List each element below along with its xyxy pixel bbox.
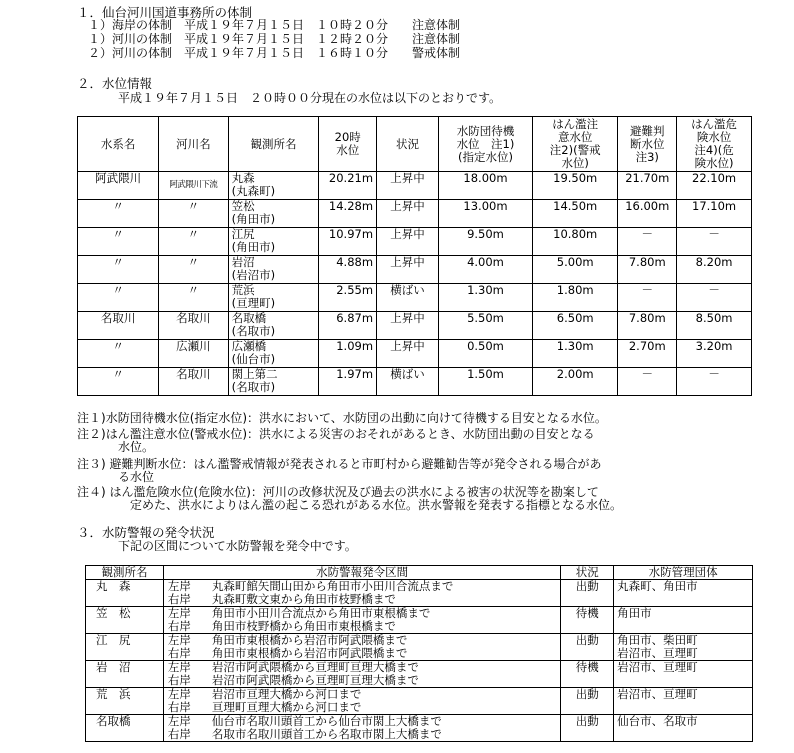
cell-evac: 21.70m xyxy=(618,172,677,200)
note-3-cont: る水位 xyxy=(118,470,155,484)
station-location: (名取市) xyxy=(231,324,276,338)
cell-caution: 10.80m xyxy=(532,228,617,256)
cell-level: 6.87m xyxy=(319,312,377,340)
section-text: 亘理町亘理大橋から河口まで xyxy=(211,700,362,714)
station-location: (名取市) xyxy=(231,380,276,394)
cell-status: 横ばい xyxy=(377,284,439,312)
cell-warning-station: 丸 森 xyxy=(86,580,164,607)
cell-standby: 4.00m xyxy=(438,256,532,284)
bank-label: 右岸 xyxy=(167,646,191,660)
section-text: 岩沼市阿武隈橋から亘理町亘理大橋まで xyxy=(211,660,419,674)
station-location: (仙台市) xyxy=(231,352,276,366)
cell-system: 〃 xyxy=(78,368,159,396)
cell-warning-org xyxy=(614,715,753,742)
cell-system: 阿武隈川 xyxy=(78,172,159,200)
header-level xyxy=(319,117,377,172)
bank-label: 左岸 xyxy=(167,633,191,647)
org-line: 仙台市、名取市 xyxy=(617,714,698,728)
cell-warning-section xyxy=(163,661,560,688)
note-label: 注３) xyxy=(77,457,106,471)
cell-caution: 5.00m xyxy=(532,256,617,284)
org-line: 岩沼市、亘理町 xyxy=(617,687,698,701)
note-label: 注１) xyxy=(77,411,106,425)
cell-warning-status: 出動 xyxy=(561,580,614,607)
cell-caution: 1.80m xyxy=(532,284,617,312)
section-text: 岩沼市亘理大橋から河口まで xyxy=(211,687,362,701)
cell-station xyxy=(228,200,319,228)
header-danger-line: 注4)(危 xyxy=(694,143,734,157)
header-standby-line: 水防団待機 xyxy=(456,123,515,138)
header-danger-line: 険水位 xyxy=(696,130,732,144)
cell-warning-org xyxy=(614,634,753,661)
header-warning-status: 状況 xyxy=(561,566,614,580)
cell-evac: 7.80m xyxy=(618,312,677,340)
cell-warning-section xyxy=(163,580,560,607)
cell-danger: 17.10m xyxy=(677,200,752,228)
cell-caution: 19.50m xyxy=(532,172,617,200)
warning-header-row xyxy=(86,566,753,580)
cell-danger: － xyxy=(677,284,752,312)
header-system: 水系名 xyxy=(78,117,159,172)
water-level-row xyxy=(78,200,752,228)
note-4-cont: 定めた、洪水によりはん濫の起こる恐れがある水位。洪水警報を発表する指標となる水位。 xyxy=(130,498,623,512)
cell-status: 上昇中 xyxy=(377,312,439,340)
cell-warning-section xyxy=(163,607,560,634)
warning-row xyxy=(86,661,753,688)
section-text: 丸森町敷文東から角田市枝野橋まで xyxy=(211,592,396,606)
cell-river: 〃 xyxy=(159,200,228,228)
cell-standby: 1.30m xyxy=(438,284,532,312)
cell-evac: － xyxy=(618,284,677,312)
station-location: (角田市) xyxy=(231,240,276,254)
header-level-line: 20時 xyxy=(334,130,361,144)
bank-label: 左岸 xyxy=(167,660,191,674)
cell-warning-status: 待機 xyxy=(561,607,614,634)
right-bank-line xyxy=(166,674,558,687)
cell-river: 〃 xyxy=(159,284,228,312)
bank-label: 左岸 xyxy=(167,579,191,593)
station-name: 丸森 xyxy=(231,171,255,185)
right-bank-line xyxy=(166,728,558,741)
station-name: 岩沼 xyxy=(231,255,255,269)
cell-status: 上昇中 xyxy=(377,256,439,284)
water-level-row xyxy=(78,340,752,368)
header-evac-line: 注3) xyxy=(635,149,659,164)
cell-evac: 16.00m xyxy=(618,200,677,228)
cell-level: 20.21m xyxy=(319,172,377,200)
note-3 xyxy=(77,458,602,472)
water-level-row xyxy=(78,256,752,284)
cell-warning-section xyxy=(163,715,560,742)
section-text: 角田市東根橋から岩沼市阿武隈橋まで xyxy=(211,646,408,660)
section1-title: １．仙台河川国道事務所の体制 xyxy=(77,5,253,20)
cell-evac: － xyxy=(618,228,677,256)
cell-station xyxy=(228,228,319,256)
cell-system: 〃 xyxy=(78,340,159,368)
warning-row xyxy=(86,580,753,607)
note-label: 注４) xyxy=(77,485,106,499)
cell-status: 上昇中 xyxy=(377,172,439,200)
header-danger-line: 険水位) xyxy=(694,156,734,170)
cell-warning-org xyxy=(614,688,753,715)
system-line-2: １）河川の体制 平成１９年７月１５日 １２時２０分 注意体制 xyxy=(88,32,461,46)
cell-danger: 8.20m xyxy=(677,256,752,284)
cell-station xyxy=(228,256,319,284)
cell-system: 〃 xyxy=(78,284,159,312)
header-river: 河川名 xyxy=(159,117,228,172)
section-text: 角田市東根橋から岩沼市阿武隈橋まで xyxy=(211,633,408,647)
cell-standby: 9.50m xyxy=(438,228,532,256)
cell-standby: 0.50m xyxy=(438,340,532,368)
cell-evac: 7.80m xyxy=(618,256,677,284)
water-level-table xyxy=(77,116,752,396)
cell-caution: 2.00m xyxy=(532,368,617,396)
header-evac-line: 断水位 xyxy=(630,136,665,151)
bank-label: 右岸 xyxy=(167,619,191,633)
section2-subtitle: 平成１９年７月１５日 ２０時００分現在の水位は以下のとおりです。 xyxy=(118,91,502,105)
cell-standby: 1.50m xyxy=(438,368,532,396)
note-text: 水防団待機水位(指定水位)：洪水において、水防団の出動に向けて待機する目安となる水位。 xyxy=(105,411,607,425)
right-bank-line xyxy=(166,647,558,660)
station-name: 閖上第二 xyxy=(231,367,278,381)
org-line: 岩沼市、亘理町 xyxy=(617,660,698,674)
note-label: 注２) xyxy=(77,427,106,441)
warning-row xyxy=(86,715,753,742)
cell-standby: 13.00m xyxy=(438,200,532,228)
cell-danger: － xyxy=(677,228,752,256)
system-line-1: １）海岸の体制 平成１９年７月１５日 １０時２０分 注意体制 xyxy=(88,18,461,32)
cell-danger: 8.50m xyxy=(677,312,752,340)
cell-warning-status: 待機 xyxy=(561,661,614,688)
right-bank-line xyxy=(166,701,558,714)
org-line: 丸森町、角田市 xyxy=(617,579,698,593)
org-line: 角田市、柴田町 xyxy=(617,633,698,647)
cell-station xyxy=(228,368,319,396)
header-station: 観測所名 xyxy=(228,117,319,172)
water-level-row xyxy=(78,228,752,256)
cell-warning-section xyxy=(163,688,560,715)
header-level-line: 水位 xyxy=(336,143,360,157)
cell-caution: 1.30m xyxy=(532,340,617,368)
header-caution xyxy=(532,117,617,172)
note-text: はん濫危険水位(危険水位)：河川の改修状況及び過去の洪水による被害の状況等を勘案して xyxy=(109,485,599,499)
cell-warning-station: 名取橋 xyxy=(86,715,164,742)
bank-label: 右岸 xyxy=(167,727,191,741)
cell-evac: － xyxy=(618,368,677,396)
header-standby-line: 水位 注1) xyxy=(456,136,515,151)
section3-title: ３．水防警報の発令状況 xyxy=(77,525,215,540)
cell-evac: 2.70m xyxy=(618,340,677,368)
cell-system: 〃 xyxy=(78,200,159,228)
bank-label: 左岸 xyxy=(167,606,191,620)
cell-status: 横ばい xyxy=(377,368,439,396)
cell-standby: 5.50m xyxy=(438,312,532,340)
cell-level: 1.09m xyxy=(319,340,377,368)
section-text: 名取市名取川頭首工から名取市閖上大橋まで xyxy=(211,727,442,741)
note-text: 避難判断水位：はん濫警戒情報が発表されると市町村から避難勧告等が発令される場合があ xyxy=(109,457,602,471)
station-location: (丸森町) xyxy=(231,184,276,198)
cell-caution: 14.50m xyxy=(532,200,617,228)
station-name: 広瀬橋 xyxy=(231,339,267,353)
section-text: 岩沼市阿武隈橋から亘理町亘理大橋まで xyxy=(211,673,419,687)
station-location: (亘理町) xyxy=(231,296,276,310)
cell-warning-org xyxy=(614,580,753,607)
cell-warning-org xyxy=(614,661,753,688)
station-name: 名取橋 xyxy=(231,311,267,325)
system-line-3: ２）河川の体制 平成１９年７月１５日 １６時１０分 警戒体制 xyxy=(88,46,461,60)
org-line: 角田市 xyxy=(617,606,652,620)
cell-danger: 3.20m xyxy=(677,340,752,368)
org-line: 岩沼市、亘理町 xyxy=(617,646,698,660)
note-1 xyxy=(77,412,607,426)
cell-warning-station: 荒 浜 xyxy=(86,688,164,715)
cell-status: 上昇中 xyxy=(377,228,439,256)
cell-level: 14.28m xyxy=(319,200,377,228)
bank-label: 左岸 xyxy=(167,714,191,728)
station-name: 荒浜 xyxy=(231,283,255,297)
header-caution-line: はん濫注 xyxy=(552,117,599,131)
section3-subtitle: 下記の区間について水防警報を発令中です。 xyxy=(118,539,357,553)
cell-warning-status: 出動 xyxy=(561,688,614,715)
warning-row xyxy=(86,688,753,715)
station-name: 江尻 xyxy=(231,227,255,241)
cell-river: 名取川 xyxy=(159,312,228,340)
cell-river: 広瀬川 xyxy=(159,340,228,368)
cell-warning-station: 岩 沼 xyxy=(86,661,164,688)
warning-row xyxy=(86,607,753,634)
bank-label: 左岸 xyxy=(167,687,191,701)
bank-label: 右岸 xyxy=(167,673,191,687)
cell-warning-section xyxy=(163,634,560,661)
section-text: 角田市小田川合流点から角田市東根橋まで xyxy=(211,606,431,620)
warning-row xyxy=(86,634,753,661)
cell-river: 〃 xyxy=(159,256,228,284)
cell-warning-status: 出動 xyxy=(561,715,614,742)
cell-system: 〃 xyxy=(78,256,159,284)
station-name: 笠松 xyxy=(231,199,255,213)
cell-level: 10.97m xyxy=(319,228,377,256)
header-standby xyxy=(438,117,532,172)
cell-station xyxy=(228,172,319,200)
cell-river: 阿武隈川下流 xyxy=(159,172,228,200)
right-bank-line xyxy=(166,593,558,606)
header-danger-line: はん濫危 xyxy=(691,117,738,131)
water-level-row xyxy=(78,368,752,396)
header-warning-section: 水防警報発令区間 xyxy=(163,566,560,580)
cell-level: 4.88m xyxy=(319,256,377,284)
section2-title: ２．水位情報 xyxy=(77,76,153,91)
cell-station xyxy=(228,312,319,340)
cell-warning-status: 出動 xyxy=(561,634,614,661)
water-level-row xyxy=(78,312,752,340)
header-danger xyxy=(677,117,752,172)
cell-river: 名取川 xyxy=(159,368,228,396)
water-level-row xyxy=(78,284,752,312)
station-location: (角田市) xyxy=(231,212,276,226)
header-caution-line: 水位) xyxy=(561,156,589,170)
cell-status: 上昇中 xyxy=(377,340,439,368)
cell-warning-station: 笠 松 xyxy=(86,607,164,634)
note-2-cont: 水位。 xyxy=(118,440,155,454)
section-text: 丸森町館矢間山田から角田市小田川合流点まで xyxy=(211,579,454,593)
header-evac-line: 避難判 xyxy=(630,123,665,138)
cell-standby: 18.00m xyxy=(438,172,532,200)
header-warning-org: 水防管理団体 xyxy=(614,566,753,580)
bank-label: 右岸 xyxy=(167,592,191,606)
warning-table xyxy=(85,565,753,742)
cell-level: 2.55m xyxy=(319,284,377,312)
right-bank-line xyxy=(166,620,558,633)
cell-danger: 22.10m xyxy=(677,172,752,200)
header-status: 状況 xyxy=(377,117,439,172)
cell-status: 上昇中 xyxy=(377,200,439,228)
station-location: (岩沼市) xyxy=(231,268,276,282)
note-text: はん濫注意水位(警戒水位)：洪水による災害のおそれがあるとき、水防団出動の目安となる xyxy=(105,427,595,441)
cell-station xyxy=(228,340,319,368)
header-caution-line: 意水位 xyxy=(557,130,593,144)
cell-warning-org xyxy=(614,607,753,634)
cell-system: 名取川 xyxy=(78,312,159,340)
cell-system: 〃 xyxy=(78,228,159,256)
header-caution-line: 注2)(警戒 xyxy=(549,143,601,157)
water-level-row xyxy=(78,172,752,200)
header-warning-station: 観測所名 xyxy=(86,566,164,580)
header-evac xyxy=(618,117,677,172)
note-2 xyxy=(77,428,595,442)
cell-warning-station: 江 尻 xyxy=(86,634,164,661)
section-text: 角田市枝野橋から角田市東根橋まで xyxy=(211,619,396,633)
cell-caution: 6.50m xyxy=(532,312,617,340)
water-level-header-row xyxy=(78,117,752,172)
section-text: 仙台市名取川頭首工から仙台市閖上大橋まで xyxy=(211,714,442,728)
cell-river: 〃 xyxy=(159,228,228,256)
cell-level: 1.97m xyxy=(319,368,377,396)
cell-danger: － xyxy=(677,368,752,396)
header-standby-line: (指定水位) xyxy=(457,149,513,164)
cell-station xyxy=(228,284,319,312)
bank-label: 右岸 xyxy=(167,700,191,714)
